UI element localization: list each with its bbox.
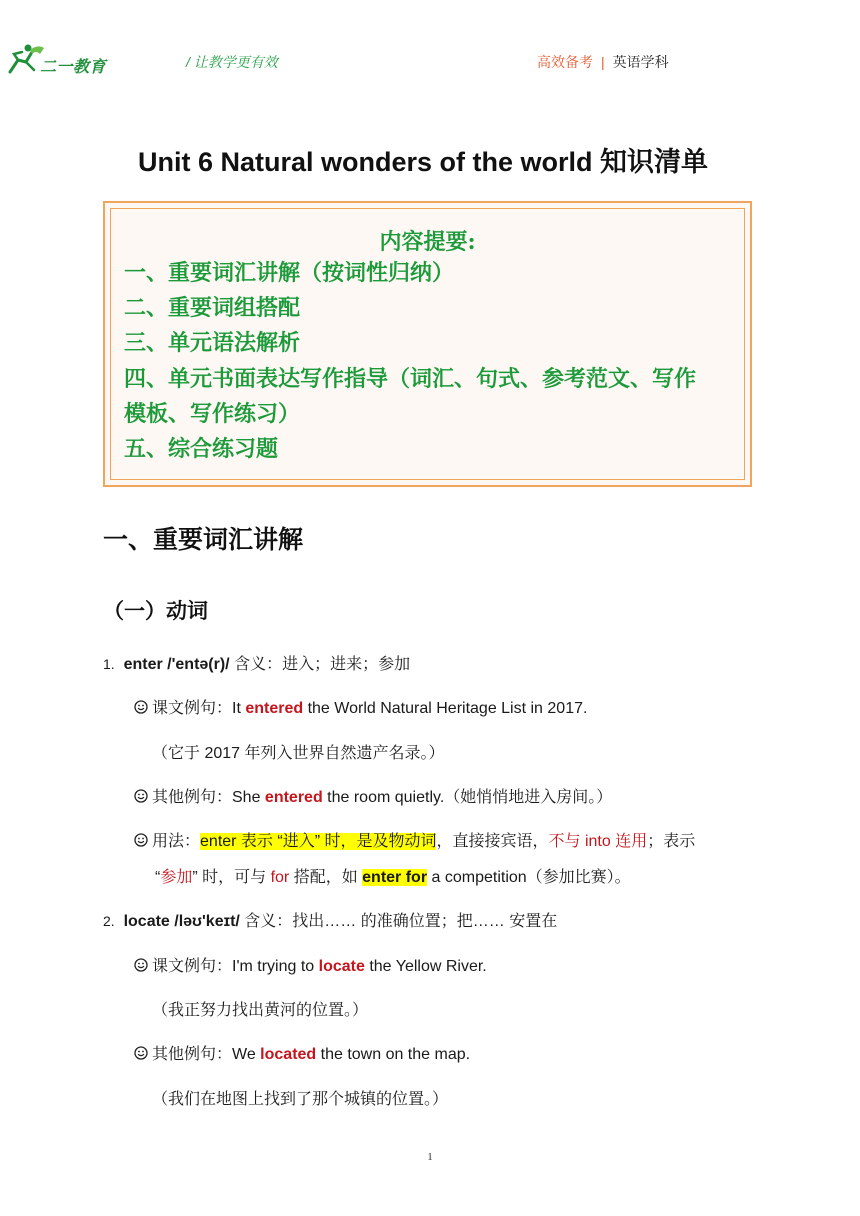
entry-number: 1.: [103, 656, 115, 672]
header-highlight: 高效备考: [537, 54, 593, 70]
entry-meaning: 含义：找出…… 的准确位置；把…… 安置在: [239, 913, 558, 930]
header-slogan: / 让教学更有效: [186, 54, 278, 70]
entry-word: locate /ləʊ'keɪt/: [123, 913, 240, 930]
text-example: [134, 953, 487, 976]
section-heading: 一、重要词汇讲解: [103, 525, 304, 554]
example-keyword: entered: [264, 789, 323, 806]
smiley-icon: [134, 700, 148, 714]
example-prefix: 其他例句：She: [152, 789, 265, 806]
example-translation: （它于 2017 年列入世界自然遗产名录。）: [152, 745, 445, 762]
entry-number: 2.: [103, 913, 115, 929]
usage-highlight: enter 表示 “进入” 时，是及物动词: [200, 833, 437, 850]
smiley-icon: [134, 1046, 148, 1060]
header-subject: 英语学科: [612, 54, 669, 70]
example-keyword: entered: [245, 700, 304, 717]
header-right: [537, 52, 669, 72]
usage-red: 参加: [160, 869, 193, 886]
example-suffix: the town on the map.: [316, 1046, 471, 1063]
example-suffix: the room quietly.（她悄悄地进入房间。）: [322, 789, 613, 806]
example-suffix: the Yellow River.: [364, 958, 487, 975]
summary-heading: 内容提要:: [379, 229, 476, 255]
summary-item: 一、重要词汇讲解（按词性归纳）: [124, 260, 455, 286]
example-translation: （我们在地图上找到了那个城镇的位置。）: [152, 1091, 449, 1108]
header-separator: |: [601, 54, 605, 70]
usage-text: ” 时，可与: [192, 869, 271, 886]
usage-line-2: [155, 864, 631, 887]
logo-text: 二一教育: [40, 59, 107, 76]
usage-line-1: [134, 828, 695, 851]
example-prefix: 课文例句：It: [152, 700, 246, 717]
entry-word: enter /'entə(r)/: [123, 656, 230, 673]
example-prefix: 其他例句：We: [152, 1046, 261, 1063]
summary-item: 四、单元书面表达写作指导（词汇、句式、参考范文、写作: [124, 366, 697, 392]
example-translation: （我正努力找出黄河的位置。）: [152, 1002, 369, 1019]
smiley-icon: [134, 789, 148, 803]
text-example: [134, 695, 587, 718]
usage-text: ，直接接宾语，: [436, 833, 549, 850]
page-title: Unit 6 Natural wonders of the world 知识清单: [137, 147, 709, 177]
summary-item: 五、综合练习题: [124, 436, 279, 462]
usage-text: ；表示: [647, 833, 696, 850]
smiley-icon: [134, 958, 148, 972]
example-prefix: 课文例句：I'm trying to: [152, 958, 319, 975]
entry-heading: [103, 651, 410, 674]
subsection-heading: （一）动词: [103, 599, 208, 623]
usage-prefix: 用法：: [152, 833, 201, 850]
entry-meaning: 含义：进入；进来；参加: [229, 656, 411, 673]
example-keyword: located: [260, 1046, 317, 1063]
page-number: 1: [427, 1151, 433, 1163]
summary-item: 模板、写作练习）: [124, 401, 301, 427]
usage-text: a competition（参加比赛）。: [427, 869, 631, 886]
example-suffix: the World Natural Heritage List in 2017.: [303, 700, 588, 717]
usage-red: 不与 into 连用: [548, 833, 648, 850]
summary-item: 三、单元语法解析: [124, 330, 301, 356]
usage-text: 搭配，如: [289, 869, 363, 886]
usage-text: “: [155, 869, 161, 886]
other-example: [134, 1041, 470, 1064]
usage-red: for: [270, 869, 290, 886]
smiley-icon: [134, 833, 148, 847]
other-example: [134, 784, 612, 807]
summary-item: 二、重要词组搭配: [124, 295, 301, 321]
usage-highlight: enter for: [362, 869, 428, 886]
example-keyword: locate: [318, 958, 365, 975]
entry-heading: [103, 908, 557, 931]
